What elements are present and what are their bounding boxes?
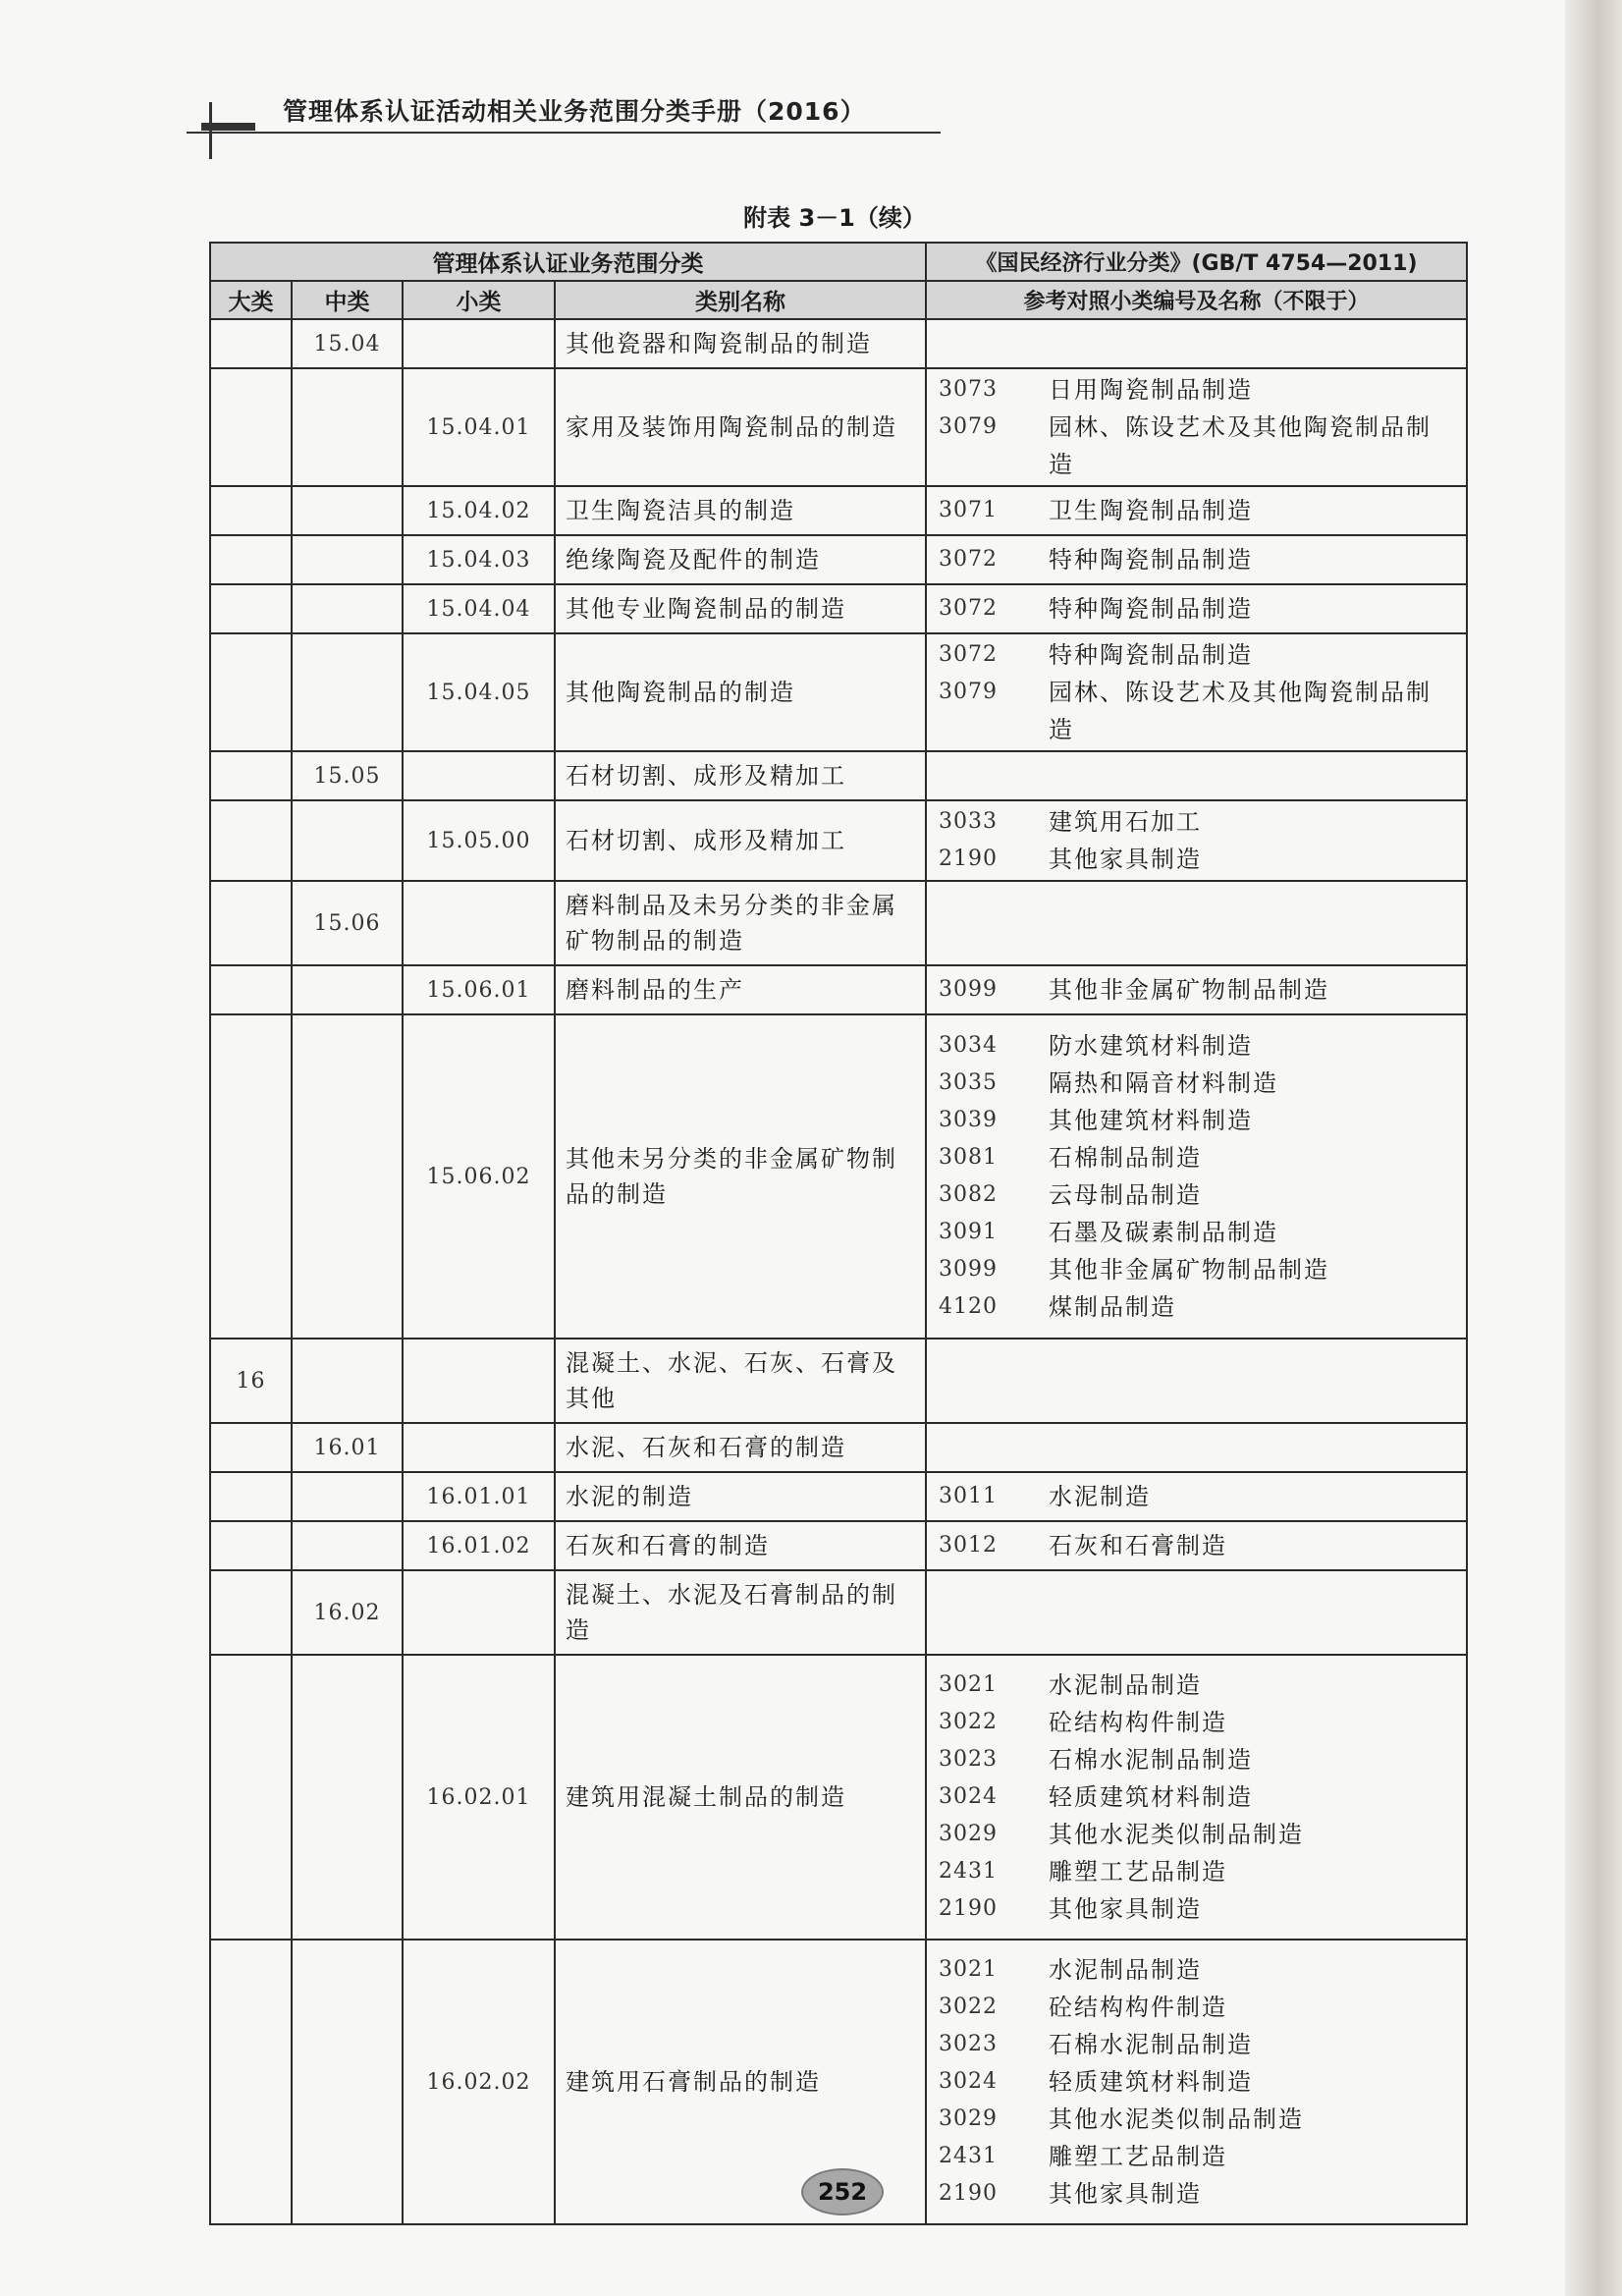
reference-item	[939, 1890, 1456, 1928]
reference-item	[939, 2101, 1456, 2138]
classification-table	[209, 242, 1468, 2225]
major-code	[210, 486, 292, 535]
category-name: 建筑用石膏制品的制造	[555, 1940, 926, 2224]
reference-code: 3021	[939, 1672, 998, 1697]
category-name: 水泥、石灰和石膏的制造	[555, 1423, 926, 1472]
major-code	[210, 1521, 292, 1570]
category-name: 绝缘陶瓷及配件的制造	[555, 535, 926, 584]
minor-code: 15.04.04	[403, 584, 555, 633]
reference-code: 3012	[939, 1533, 998, 1558]
reference-code: 3072	[939, 596, 998, 621]
minor-code: 16.01.01	[403, 1472, 555, 1521]
table-row	[210, 486, 1467, 535]
reference-title: 煤制品制造	[1049, 1293, 1176, 1321]
header-name: 类别名称	[555, 281, 926, 319]
reference-title: 建筑用石加工	[1049, 808, 1202, 836]
category-name: 磨料制品及未另分类的非金属矿物制品的制造	[555, 881, 926, 965]
minor-code: 16.02.02	[403, 1940, 555, 2224]
page-number: 252	[801, 2168, 884, 2215]
header-tick-mark	[209, 102, 212, 159]
major-code	[210, 1655, 292, 1940]
header-group-gbt: 《国民经济行业分类》(GB/T 4754—2011)	[926, 243, 1467, 281]
reference-code: 3071	[939, 498, 998, 522]
reference-item	[939, 1778, 1456, 1816]
table-body	[210, 319, 1467, 2224]
reference-title: 其他水泥类似制品制造	[1049, 1821, 1304, 1848]
reference-cell	[926, 1014, 1467, 1339]
mid-code	[292, 633, 403, 751]
reference-item	[939, 1176, 1456, 1214]
reference-title: 砼结构构件制造	[1049, 1994, 1227, 2021]
reference-cell	[926, 368, 1467, 486]
major-code	[210, 1472, 292, 1521]
reference-item	[939, 1853, 1456, 1890]
reference-item	[939, 1741, 1456, 1778]
table-row	[210, 1423, 1467, 1472]
reference-item	[939, 674, 1456, 748]
reference-item	[939, 1027, 1456, 1065]
reference-item	[939, 590, 1456, 628]
reference-code: 2431	[939, 1859, 998, 1884]
reference-title: 其他家具制造	[1049, 846, 1202, 873]
major-code	[210, 584, 292, 633]
table-row	[210, 584, 1467, 633]
mid-code: 15.06	[292, 881, 403, 965]
reference-code: 3099	[939, 1257, 998, 1282]
reference-code: 2190	[939, 1896, 998, 1921]
reference-cell	[926, 1472, 1467, 1521]
mid-code	[292, 368, 403, 486]
reference-title: 轻质建筑材料制造	[1049, 2068, 1253, 2096]
table-row	[210, 535, 1467, 584]
table-row	[210, 1521, 1467, 1570]
mid-code: 15.04	[292, 319, 403, 368]
reference-title: 隔热和隔音材料制造	[1049, 1069, 1278, 1097]
reference-item	[939, 1065, 1456, 1102]
header-mid: 中类	[292, 281, 403, 319]
reference-cell	[926, 1521, 1467, 1570]
minor-code: 15.06.01	[403, 965, 555, 1014]
reference-item	[939, 1704, 1456, 1741]
reference-code: 3073	[939, 377, 998, 402]
table-row	[210, 800, 1467, 881]
reference-item	[939, 1102, 1456, 1139]
reference-code: 3091	[939, 1220, 998, 1244]
category-name: 石材切割、成形及精加工	[555, 800, 926, 881]
reference-item	[939, 1251, 1456, 1288]
category-name: 卫生陶瓷洁具的制造	[555, 486, 926, 535]
reference-code: 3024	[939, 2069, 998, 2094]
mid-code	[292, 584, 403, 633]
reference-item	[939, 971, 1456, 1009]
minor-code: 15.04.02	[403, 486, 555, 535]
reference-item	[939, 541, 1456, 578]
table-row	[210, 881, 1467, 965]
header-group-scope: 管理体系认证业务范围分类	[210, 243, 926, 281]
category-name: 建筑用混凝土制品的制造	[555, 1655, 926, 1940]
category-name: 石灰和石膏的制造	[555, 1521, 926, 1570]
mid-code	[292, 965, 403, 1014]
table-row	[210, 751, 1467, 800]
reference-code: 3072	[939, 547, 998, 572]
reference-code: 3023	[939, 1747, 998, 1772]
reference-code: 3023	[939, 2032, 998, 2056]
major-code	[210, 1570, 292, 1655]
minor-code	[403, 1339, 555, 1423]
minor-code	[403, 1423, 555, 1472]
reference-code: 3039	[939, 1108, 998, 1132]
table-row	[210, 368, 1467, 486]
reference-code: 3024	[939, 1784, 998, 1809]
reference-code: 3082	[939, 1182, 998, 1207]
reference-item	[939, 2063, 1456, 2101]
major-code	[210, 1940, 292, 2224]
reference-cell	[926, 1940, 1467, 2224]
minor-code: 16.01.02	[403, 1521, 555, 1570]
mid-code	[292, 1655, 403, 1940]
table-row	[210, 1014, 1467, 1339]
minor-code: 15.05.00	[403, 800, 555, 881]
reference-item	[939, 2175, 1456, 2213]
major-code	[210, 881, 292, 965]
reference-code: 3081	[939, 1145, 998, 1170]
reference-code: 3022	[939, 1995, 998, 2019]
major-code	[210, 535, 292, 584]
reference-title: 特种陶瓷制品制造	[1049, 546, 1253, 574]
category-name: 其他未另分类的非金属矿物制品的制造	[555, 1014, 926, 1339]
reference-code: 3021	[939, 1957, 998, 1982]
reference-item	[939, 1288, 1456, 1326]
header-ref: 参考对照小类编号及名称（不限于）	[926, 281, 1467, 319]
category-name: 水泥的制造	[555, 1472, 926, 1521]
reference-code: 3034	[939, 1033, 998, 1058]
reference-title: 园林、陈设艺术及其他陶瓷制品制造	[1049, 413, 1432, 478]
minor-code: 15.06.02	[403, 1014, 555, 1339]
mid-code	[292, 1521, 403, 1570]
minor-code: 15.04.01	[403, 368, 555, 486]
reference-title: 石棉水泥制品制造	[1049, 2031, 1253, 2058]
major-code	[210, 319, 292, 368]
minor-code	[403, 1570, 555, 1655]
reference-item	[939, 1527, 1456, 1564]
mid-code	[292, 800, 403, 881]
reference-item	[939, 803, 1456, 841]
major-code	[210, 800, 292, 881]
reference-cell	[926, 1339, 1467, 1423]
reference-code: 3035	[939, 1070, 998, 1095]
reference-code: 3011	[939, 1484, 998, 1508]
category-name: 其他陶瓷制品的制造	[555, 633, 926, 751]
reference-title: 防水建筑材料制造	[1049, 1032, 1253, 1060]
reference-item	[939, 1951, 1456, 1989]
running-header: 管理体系认证活动相关业务范围分类手册（2016）	[283, 97, 866, 126]
mid-code: 15.05	[292, 751, 403, 800]
mid-code	[292, 1014, 403, 1339]
reference-code: 3022	[939, 1710, 998, 1734]
reference-title: 其他非金属矿物制品制造	[1049, 976, 1329, 1004]
reference-item	[939, 1667, 1456, 1704]
reference-cell	[926, 751, 1467, 800]
reference-item	[939, 409, 1456, 483]
category-name: 家用及装饰用陶瓷制品的制造	[555, 368, 926, 486]
table-caption: 附表 3－1（续）	[743, 204, 926, 232]
reference-item	[939, 1989, 1456, 2026]
reference-code: 4120	[939, 1294, 998, 1319]
header-rule	[187, 132, 941, 134]
category-name: 磨料制品的生产	[555, 965, 926, 1014]
reference-title: 雕塑工艺品制造	[1049, 1858, 1227, 1886]
reference-cell	[926, 965, 1467, 1014]
reference-item	[939, 1816, 1456, 1853]
reference-title: 云母制品制造	[1049, 1181, 1202, 1209]
reference-item	[939, 1478, 1456, 1515]
reference-title: 特种陶瓷制品制造	[1049, 641, 1253, 669]
table-row	[210, 319, 1467, 368]
reference-title: 雕塑工艺品制造	[1049, 2143, 1227, 2170]
category-name: 混凝土、水泥及石膏制品的制造	[555, 1570, 926, 1655]
mid-code: 16.02	[292, 1570, 403, 1655]
header-rule-accent	[201, 123, 255, 131]
mid-code	[292, 1472, 403, 1521]
reference-code: 3079	[939, 680, 998, 704]
minor-code: 15.04.05	[403, 633, 555, 751]
reference-title: 轻质建筑材料制造	[1049, 1783, 1253, 1811]
category-name: 石材切割、成形及精加工	[555, 751, 926, 800]
mid-code	[292, 486, 403, 535]
reference-title: 石灰和石膏制造	[1049, 1532, 1227, 1559]
reference-code: 3072	[939, 642, 998, 667]
table-row	[210, 965, 1467, 1014]
major-code	[210, 751, 292, 800]
reference-title: 其他家具制造	[1049, 2180, 1202, 2208]
reference-cell	[926, 486, 1467, 535]
reference-cell	[926, 319, 1467, 368]
reference-title: 石棉制品制造	[1049, 1144, 1202, 1172]
reference-title: 其他建筑材料制造	[1049, 1107, 1253, 1134]
reference-title: 特种陶瓷制品制造	[1049, 595, 1253, 623]
table-row	[210, 633, 1467, 751]
reference-code: 3029	[939, 1822, 998, 1846]
major-code	[210, 1423, 292, 1472]
table-row	[210, 1472, 1467, 1521]
reference-cell	[926, 1570, 1467, 1655]
reference-title: 水泥制品制造	[1049, 1956, 1202, 1984]
reference-cell	[926, 584, 1467, 633]
reference-cell	[926, 535, 1467, 584]
reference-title: 其他水泥类似制品制造	[1049, 2105, 1304, 2133]
major-code	[210, 1014, 292, 1339]
reference-item	[939, 2026, 1456, 2063]
minor-code: 16.02.01	[403, 1655, 555, 1940]
reference-code: 2190	[939, 847, 998, 871]
reference-item	[939, 1214, 1456, 1251]
reference-item	[939, 492, 1456, 529]
reference-title: 卫生陶瓷制品制造	[1049, 497, 1253, 524]
reference-title: 砼结构构件制造	[1049, 1709, 1227, 1736]
reference-code: 3029	[939, 2106, 998, 2131]
minor-code	[403, 751, 555, 800]
reference-cell	[926, 881, 1467, 965]
minor-code	[403, 881, 555, 965]
major-code	[210, 633, 292, 751]
table-row	[210, 1570, 1467, 1655]
mid-code	[292, 1940, 403, 2224]
major-code: 16	[210, 1339, 292, 1423]
reference-title: 石墨及碳素制品制造	[1049, 1219, 1278, 1246]
category-name: 其他专业陶瓷制品的制造	[555, 584, 926, 633]
mid-code	[292, 1339, 403, 1423]
reference-code: 3099	[939, 977, 998, 1002]
mid-code	[292, 535, 403, 584]
major-code	[210, 965, 292, 1014]
reference-title: 其他家具制造	[1049, 1895, 1202, 1923]
reference-title: 水泥制品制造	[1049, 1671, 1202, 1699]
reference-cell	[926, 1423, 1467, 1472]
table-row	[210, 1655, 1467, 1940]
reference-item	[939, 841, 1456, 878]
table-row	[210, 1339, 1467, 1423]
reference-code: 3079	[939, 414, 998, 439]
reference-cell	[926, 1655, 1467, 1940]
reference-code: 3033	[939, 809, 998, 834]
reference-title: 园林、陈设艺术及其他陶瓷制品制造	[1049, 679, 1432, 743]
reference-title: 其他非金属矿物制品制造	[1049, 1256, 1329, 1284]
mid-code: 16.01	[292, 1423, 403, 1472]
reference-item	[939, 2138, 1456, 2175]
minor-code	[403, 319, 555, 368]
reference-cell	[926, 800, 1467, 881]
page-binding-shadow	[1565, 0, 1622, 2296]
reference-item	[939, 371, 1456, 409]
header-minor: 小类	[403, 281, 555, 319]
reference-item	[939, 1139, 1456, 1176]
minor-code: 15.04.03	[403, 535, 555, 584]
major-code	[210, 368, 292, 486]
reference-title: 日用陶瓷制品制造	[1049, 376, 1253, 404]
header-major: 大类	[210, 281, 292, 319]
reference-code: 2431	[939, 2144, 998, 2168]
category-name: 混凝土、水泥、石灰、石膏及其他	[555, 1339, 926, 1423]
reference-title: 水泥制造	[1049, 1483, 1151, 1510]
reference-code: 2190	[939, 2181, 998, 2206]
reference-cell	[926, 633, 1467, 751]
category-name: 其他瓷器和陶瓷制品的制造	[555, 319, 926, 368]
reference-title: 石棉水泥制品制造	[1049, 1746, 1253, 1774]
reference-item	[939, 636, 1456, 674]
